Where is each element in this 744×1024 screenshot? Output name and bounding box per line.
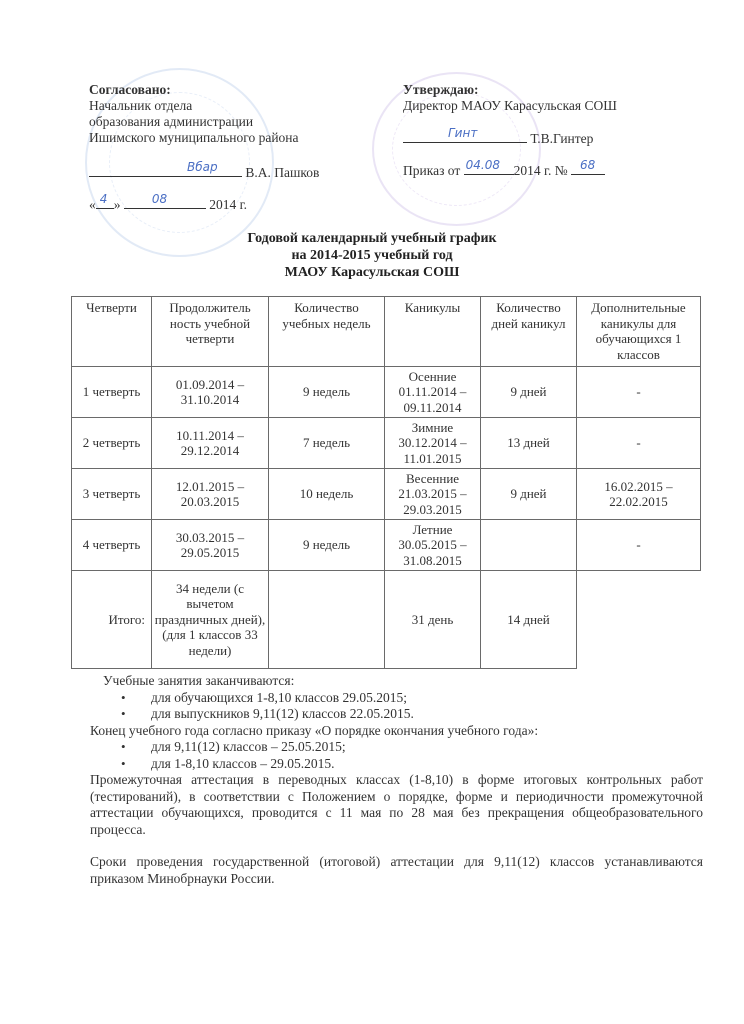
order-year: 2014 г. № <box>513 163 568 178</box>
cell-total-holiday <box>269 571 385 669</box>
schedule-table <box>71 296 701 669</box>
cell-days <box>481 520 577 571</box>
list-item: • для выпускников 9,11(12) классов 22.05.2015. <box>151 706 703 723</box>
header-extra-holidays: Дополнительные каникулы для обучающихся 1 классов <box>577 297 701 367</box>
date-quote-close: » <box>113 197 121 212</box>
approved-signer: Т.В.Гинтер <box>530 131 594 146</box>
approved-signature: Гинт <box>448 126 478 140</box>
cell-weeks: 7 недель <box>269 418 385 469</box>
order-prefix: Приказ от <box>403 163 461 178</box>
cell-total-days: 31 день <box>385 571 481 669</box>
header-quarters: Четверти <box>72 297 152 367</box>
cell-duration: 12.01.2015 – 20.03.2015 <box>152 469 269 520</box>
table-row <box>72 469 701 520</box>
agreed-year: 2014 г. <box>209 197 248 212</box>
agreed-line-2: образования администрации <box>89 114 254 129</box>
agreed-signature-line <box>89 160 242 177</box>
cell-total-extra: 14 дней <box>481 571 577 669</box>
cell-extra: - <box>577 520 701 571</box>
approved-heading: Утверждаю: <box>403 82 479 97</box>
title-line-2: на 2014-2015 учебный год <box>291 248 453 263</box>
cell-holiday: Весенние 21.03.2015 – 29.03.2015 <box>385 469 481 520</box>
cell-extra: - <box>577 418 701 469</box>
title-line-3: МАОУ Карасульская СОШ <box>284 265 460 280</box>
cell-days: 9 дней <box>481 469 577 520</box>
approved-signature-row <box>403 126 703 147</box>
table-header-row <box>72 297 701 367</box>
year-end-heading: Конец учебного года согласно приказу «О порядке окончания учебного года»: <box>90 722 539 738</box>
cell-extra: - <box>577 367 701 418</box>
agreed-heading: Согласовано: <box>89 82 171 97</box>
agreed-month-line <box>124 192 206 209</box>
cell-holiday: Зимние 30.12.2014 – 11.01.2015 <box>385 418 481 469</box>
year-end-list <box>103 739 703 772</box>
cell-quarter: 3 четверть <box>72 469 152 520</box>
agreed-signature: Вбар <box>187 160 218 174</box>
cell-total-weeks: 34 недели (с вычетом праздничных дней), (для 1 классов 33 недели) <box>152 571 269 669</box>
cell-holiday: Осенние 01.11.2014 – 09.11.2014 <box>385 367 481 418</box>
agreed-day-line <box>96 192 114 209</box>
cell-total-label: Итого: <box>72 571 152 669</box>
list-item: • для 9,11(12) классов – 25.05.2015; <box>151 739 703 756</box>
title-line-1: Годовой календарный учебный график <box>247 231 497 246</box>
table-row <box>72 520 701 571</box>
agreed-signature-row <box>89 160 379 181</box>
agreed-block <box>89 82 379 213</box>
header-duration: Продолжитель ность учебной четверти <box>152 297 269 367</box>
order-number: 68 <box>580 158 596 172</box>
list-item: • для обучающихся 1-8,10 классов 29.05.2015; <box>151 690 703 707</box>
order-date-line <box>464 158 514 175</box>
agreed-signer: В.А. Пашков <box>245 165 320 180</box>
cell-duration: 10.11.2014 – 29.12.2014 <box>152 418 269 469</box>
order-number-line <box>571 158 605 175</box>
cell-extra: 16.02.2015 – 22.02.2015 <box>577 469 701 520</box>
header-holidays: Каникулы <box>385 297 481 367</box>
cell-weeks: 10 недель <box>269 469 385 520</box>
table-row <box>72 418 701 469</box>
cell-weeks: 9 недель <box>269 520 385 571</box>
cell-quarter: 2 четверть <box>72 418 152 469</box>
header-holiday-days: Количество дней каникул <box>481 297 577 367</box>
agreed-line-1: Начальник отдела <box>89 98 193 113</box>
cell-weeks: 9 недель <box>269 367 385 418</box>
approved-signature-line <box>403 126 527 143</box>
cell-holiday: Летние 30.05.2015 – 31.08.2015 <box>385 520 481 571</box>
cell-days: 9 дней <box>481 367 577 418</box>
agreed-date-row <box>89 192 379 213</box>
agreed-month: 08 <box>151 192 168 206</box>
agreed-day: 4 <box>99 192 108 206</box>
date-quote-open: « <box>89 197 96 212</box>
notes-section <box>90 673 703 887</box>
cell-days: 13 дней <box>481 418 577 469</box>
cell-quarter: 4 четверть <box>72 520 152 571</box>
header-weeks: Количество учебных недель <box>269 297 385 367</box>
cell-duration: 30.03.2015 – 29.05.2015 <box>152 520 269 571</box>
end-classes-heading: Учебные занятия заканчиваются: <box>103 673 295 688</box>
cell-duration: 01.09.2014 – 31.10.2014 <box>152 367 269 418</box>
list-item: • для 1-8,10 классов – 29.05.2015. <box>151 756 703 773</box>
order-row <box>403 158 703 179</box>
table-row <box>72 367 701 418</box>
approved-position: Директор МАОУ Карасульская СОШ <box>403 98 617 113</box>
table-total-row <box>72 571 701 669</box>
cell-quarter: 1 четверть <box>72 367 152 418</box>
state-attestation-paragraph: Сроки проведения государственной (итоговой) аттестации для 9,11(12) классов устанавливаются приказом Минобрнауки России. <box>90 854 703 886</box>
end-classes-list <box>103 690 703 723</box>
order-date: 04.08 <box>465 158 500 172</box>
agreed-line-3: Ишимского муниципального района <box>89 130 299 145</box>
approved-block <box>403 82 703 179</box>
attestation-paragraph: Промежуточная аттестация в переводных классах (1-8,10) в форме итоговых контрольных работ (тестирований), в соответствии с Положением о порядке, форме и периодичности промежуточной аттестации обучающихся, проводится с 11 мая по 28 мая без прекращения общеобразовательного процесса. <box>90 772 703 837</box>
document-title <box>0 230 744 281</box>
